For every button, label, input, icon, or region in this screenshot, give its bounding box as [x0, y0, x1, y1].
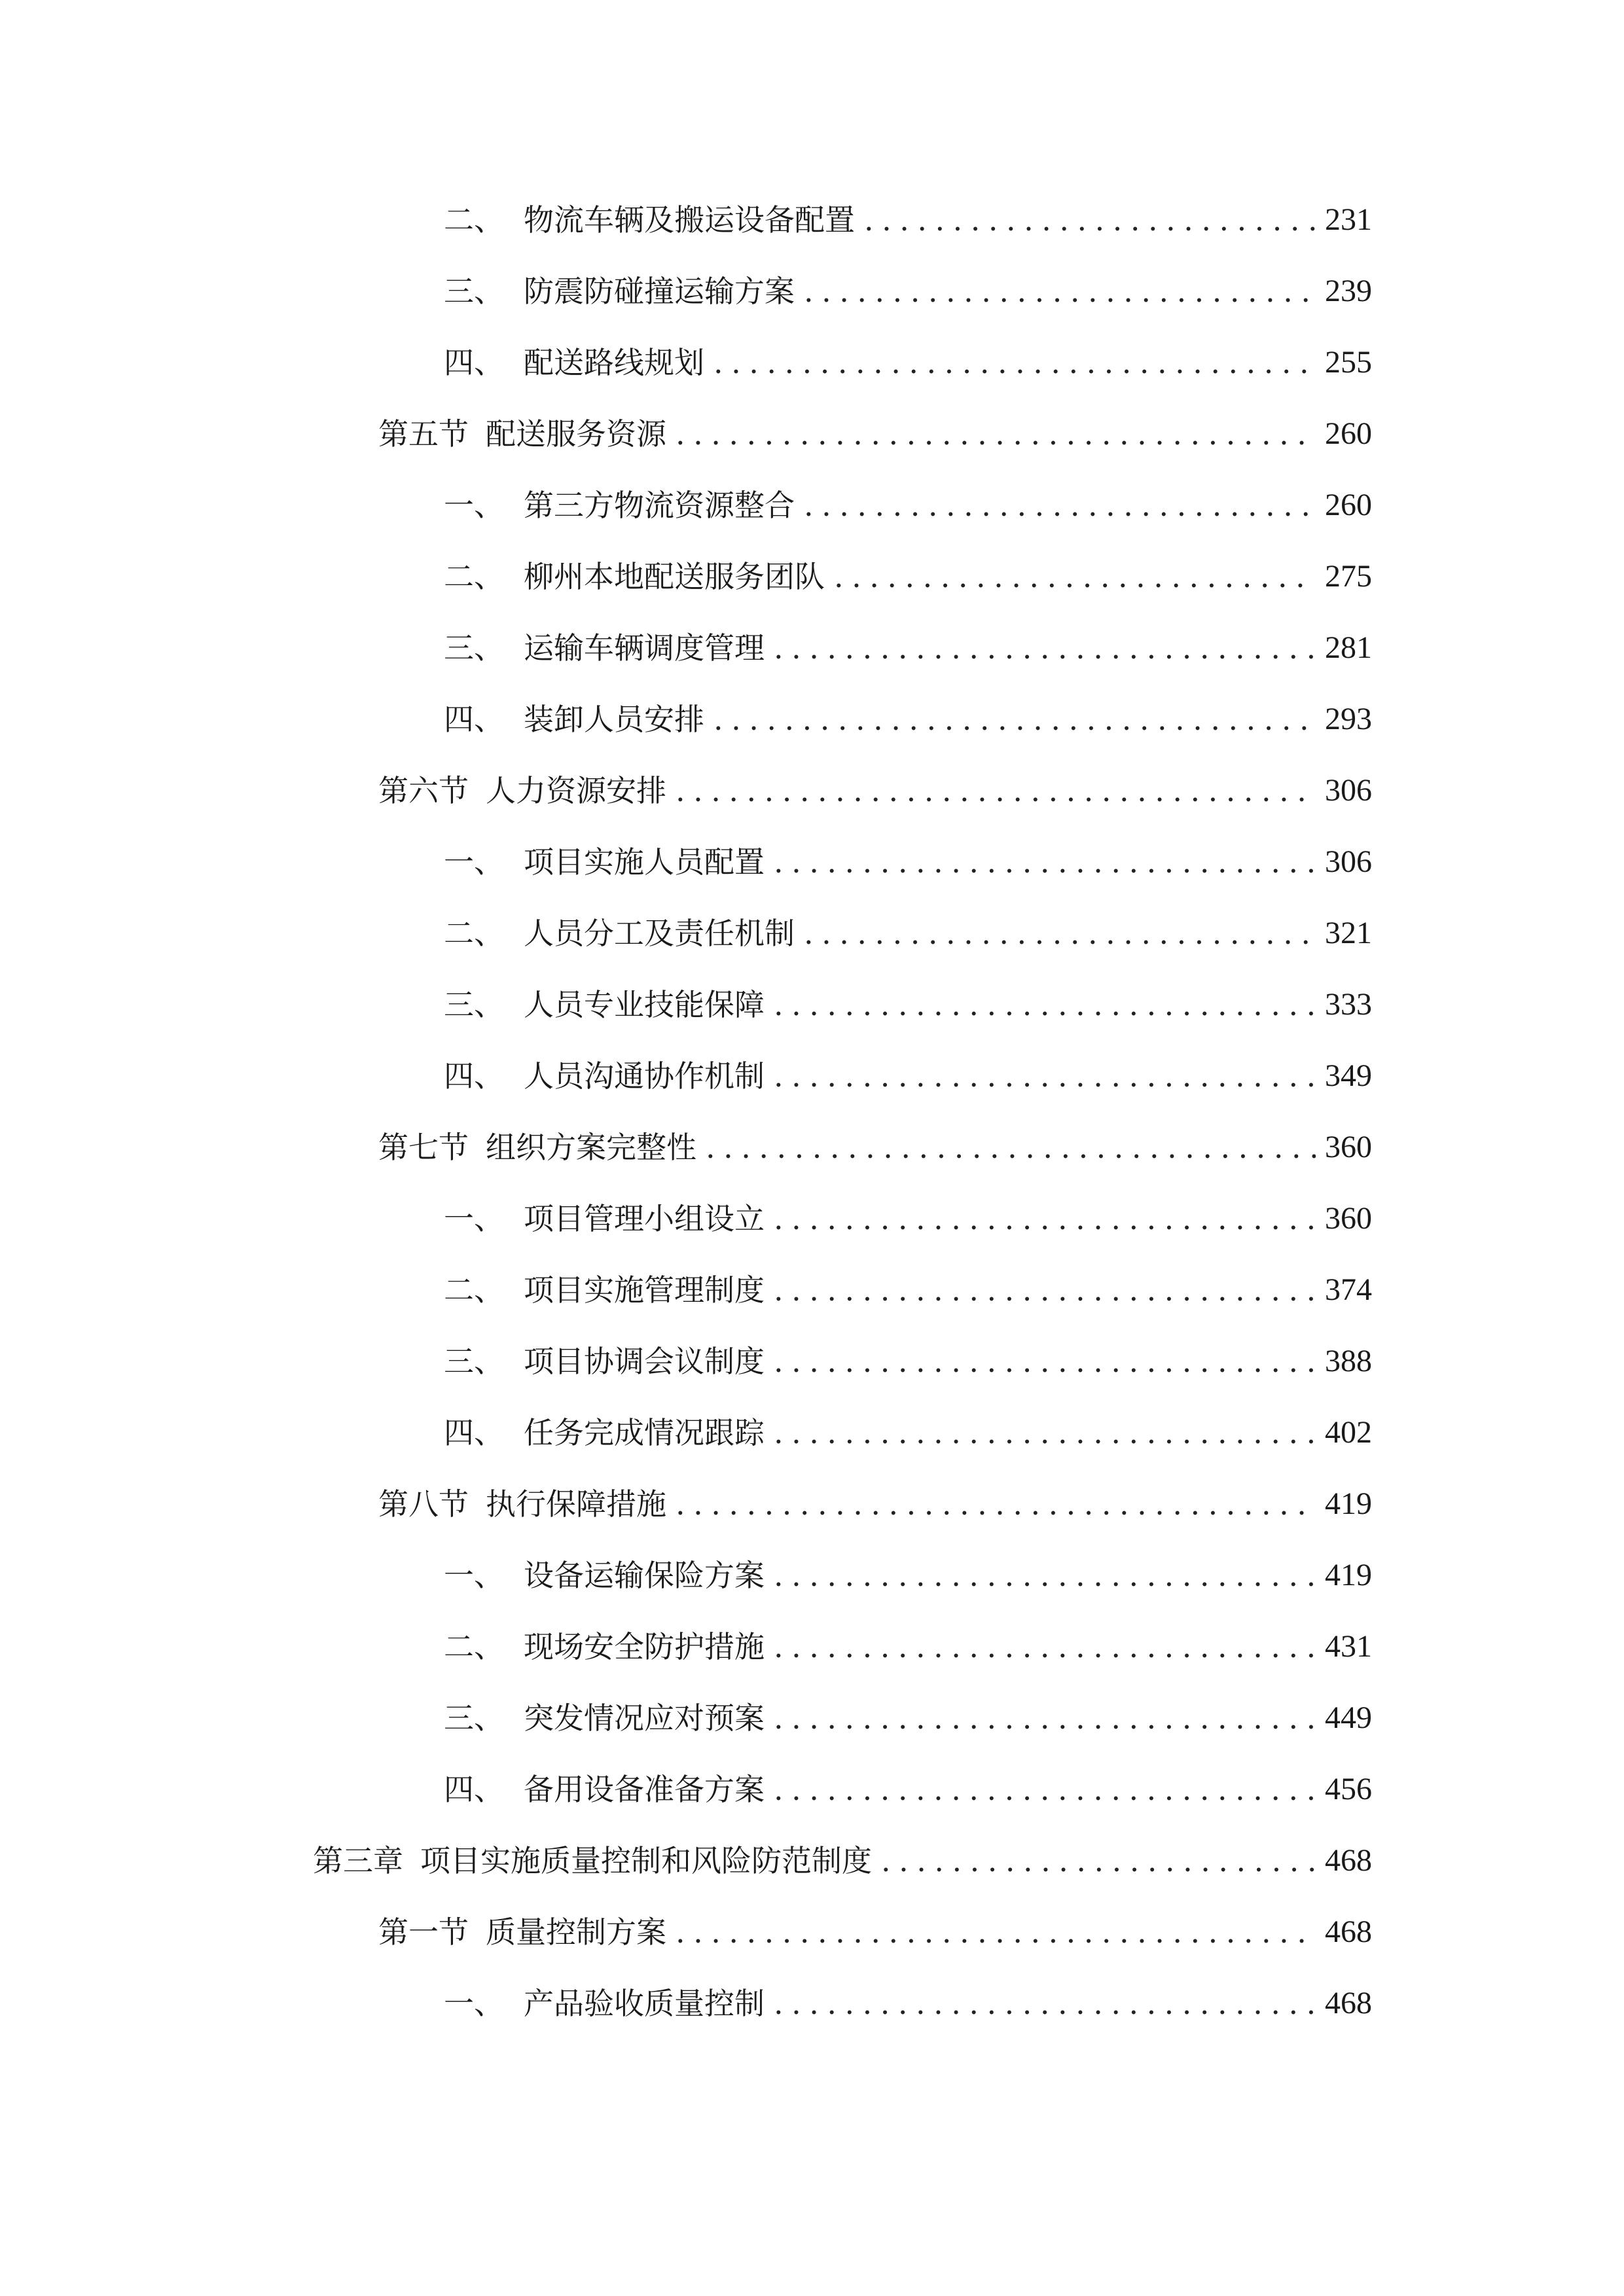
toc-entry-number: 四、: [444, 1772, 504, 1807]
toc-entry-number: 二、: [444, 1629, 504, 1664]
toc-leader-dots: [804, 479, 1316, 531]
toc-leader-dots: [676, 1478, 1316, 1530]
toc-leader-dots: [834, 550, 1316, 603]
toc-entry-page: 333: [1325, 987, 1372, 1022]
toc-entry-number: 四、: [444, 345, 504, 380]
toc-entry[interactable]: [313, 1835, 1372, 1887]
toc-entry-title: 项目实施管理制度: [524, 1272, 765, 1308]
toc-entry-number: 四、: [444, 1415, 504, 1450]
toc-entry[interactable]: [444, 1193, 1372, 1245]
toc-leader-dots: [676, 1906, 1316, 1958]
toc-entry-title: 质量控制方案: [486, 1914, 666, 1950]
toc-entry-title: 配送路线规划: [524, 345, 704, 380]
toc-leader-dots: [774, 1549, 1316, 1602]
toc-leader-dots: [881, 1835, 1316, 1887]
toc-entry-page: 306: [1325, 844, 1372, 879]
toc-leader-dots: [774, 1193, 1316, 1245]
toc-entry-page: 349: [1325, 1058, 1372, 1093]
toc-entry-title: 突发情况应对预案: [524, 1700, 765, 1736]
toc-entry[interactable]: [444, 1050, 1372, 1102]
toc-entry-title: 配送服务资源: [486, 416, 666, 452]
toc-entry-title: 设备运输保险方案: [524, 1558, 765, 1593]
toc-entry[interactable]: [444, 1335, 1372, 1388]
toc-entry-page: 239: [1325, 274, 1372, 308]
toc-entry[interactable]: [378, 1478, 1372, 1530]
toc-entry-title: 人力资源安排: [486, 773, 666, 808]
toc-entry-page: 281: [1325, 630, 1372, 665]
toc-entry-number: 二、: [444, 1272, 504, 1308]
toc-entry-page: 293: [1325, 702, 1372, 736]
toc-entry[interactable]: [444, 693, 1372, 745]
toc-entry-page: 449: [1325, 1700, 1372, 1735]
toc-entry-number: 一、: [444, 488, 504, 523]
toc-entry-number: 三、: [444, 1700, 504, 1736]
toc-entry-number: 一、: [444, 1986, 504, 2021]
toc-entry-number: 第三章: [313, 1843, 403, 1878]
toc-entry-number: 三、: [444, 274, 504, 309]
toc-entry[interactable]: [444, 836, 1372, 888]
toc-leader-dots: [774, 1763, 1316, 1816]
toc-entry-number: 二、: [444, 202, 504, 238]
toc-entry-page: 419: [1325, 1558, 1372, 1592]
toc-entry-page: 360: [1325, 1130, 1372, 1164]
toc-leader-dots: [774, 1407, 1316, 1459]
toc-entry-number: 二、: [444, 559, 504, 594]
toc-entry-number: 三、: [444, 1344, 504, 1379]
toc-entry-title: 人员专业技能保障: [524, 987, 765, 1022]
toc-entry-title: 人员分工及责任机制: [524, 916, 795, 951]
toc-entry-title: 运输车辆调度管理: [524, 630, 765, 666]
toc-entry-page: 374: [1325, 1272, 1372, 1307]
toc-entry-number: 第六节: [378, 773, 469, 808]
toc-entry[interactable]: [444, 907, 1372, 960]
toc-leader-dots: [774, 1335, 1316, 1388]
toc-leader-dots: [774, 1692, 1316, 1744]
toc-entry-title: 备用设备准备方案: [524, 1772, 765, 1807]
toc-entry-page: 431: [1325, 1629, 1372, 1664]
toc-entry-page: 402: [1325, 1415, 1372, 1450]
toc-entry-number: 三、: [444, 630, 504, 666]
toc-leader-dots: [774, 1264, 1316, 1316]
toc-entry-page: 468: [1325, 1843, 1372, 1878]
toc-entry-number: 三、: [444, 987, 504, 1022]
toc-entry[interactable]: [444, 479, 1372, 531]
toc-entry-page: 468: [1325, 1986, 1372, 2020]
toc-entry-number: 四、: [444, 702, 504, 737]
toc-entry-page: 275: [1325, 559, 1372, 594]
toc-entry-page: 360: [1325, 1201, 1372, 1236]
toc-entry-page: 255: [1325, 345, 1372, 380]
toc-entry[interactable]: [444, 550, 1372, 603]
toc-entry-page: 388: [1325, 1344, 1372, 1378]
toc-entry[interactable]: [378, 1906, 1372, 1958]
toc-entry-page: 321: [1325, 916, 1372, 950]
toc-entry-title: 任务完成情况跟踪: [524, 1415, 765, 1450]
toc-entry-title: 现场安全防护措施: [524, 1629, 765, 1664]
toc-entry-page: 468: [1325, 1914, 1372, 1949]
toc-entry-number: 四、: [444, 1058, 504, 1094]
toc-entry[interactable]: [444, 336, 1372, 389]
toc-entry[interactable]: [444, 194, 1372, 246]
toc-entry-number: 第七节: [378, 1130, 469, 1165]
toc-entry-page: 456: [1325, 1772, 1372, 1806]
toc-entry-title: 项目实施人员配置: [524, 844, 765, 880]
toc-entry-page: 260: [1325, 488, 1372, 522]
toc-leader-dots: [774, 836, 1316, 888]
toc-entry-title: 第三方物流资源整合: [524, 488, 795, 523]
toc-entry-number: 第一节: [378, 1914, 469, 1950]
toc-entry-number: 一、: [444, 844, 504, 880]
toc-entry[interactable]: [378, 408, 1372, 460]
toc-leader-dots: [676, 408, 1316, 460]
toc-entry-title: 项目管理小组设立: [524, 1201, 765, 1236]
toc-entry-title: 产品验收质量控制: [524, 1986, 765, 2021]
toc-entry[interactable]: [444, 1977, 1372, 2030]
toc-entry[interactable]: [444, 622, 1372, 674]
toc-leader-dots: [713, 693, 1316, 745]
toc-leader-dots: [713, 336, 1316, 389]
toc-entry[interactable]: [444, 1549, 1372, 1602]
toc-entry-title: 柳州本地配送服务团队: [524, 559, 825, 594]
toc-leader-dots: [774, 1050, 1316, 1102]
toc-entry-page: 231: [1325, 202, 1372, 237]
toc-entry-number: 一、: [444, 1201, 504, 1236]
toc-leader-dots: [774, 1977, 1316, 2030]
toc-entry[interactable]: [444, 978, 1372, 1031]
toc-entry-title: 装卸人员安排: [524, 702, 704, 737]
toc-leader-dots: [804, 907, 1316, 960]
toc-entry-number: 一、: [444, 1558, 504, 1593]
toc-entry-page: 419: [1325, 1486, 1372, 1521]
toc-entry[interactable]: [444, 1407, 1372, 1459]
toc-entry[interactable]: [378, 764, 1372, 817]
toc-entry-page: 306: [1325, 773, 1372, 808]
toc-entry[interactable]: [444, 1621, 1372, 1673]
toc-entry-title: 人员沟通协作机制: [524, 1058, 765, 1094]
toc-entry[interactable]: [444, 265, 1372, 317]
toc-leader-dots: [864, 194, 1316, 246]
toc-entry[interactable]: [444, 1264, 1372, 1316]
toc-entry-title: 物流车辆及搬运设备配置: [524, 202, 855, 238]
toc-entry-title: 组织方案完整性: [486, 1130, 696, 1165]
toc-entry-title: 项目实施质量控制和风险防范制度: [420, 1843, 872, 1878]
toc-entry[interactable]: [444, 1692, 1372, 1744]
toc-leader-dots: [804, 265, 1316, 317]
toc-entry-title: 执行保障措施: [486, 1486, 666, 1522]
toc-entry-number: 第五节: [378, 416, 469, 452]
toc-entry-title: 项目协调会议制度: [524, 1344, 765, 1379]
toc-leader-dots: [676, 764, 1316, 817]
toc-entry-page: 260: [1325, 416, 1372, 451]
toc-entry-number: 二、: [444, 916, 504, 951]
toc-leader-dots: [774, 1621, 1316, 1673]
toc-entry-title: 防震防碰撞运输方案: [524, 274, 795, 309]
toc-entry-number: 第八节: [378, 1486, 469, 1522]
toc-leader-dots: [774, 622, 1316, 674]
toc-leader-dots: [706, 1121, 1316, 1174]
toc-entry[interactable]: [444, 1763, 1372, 1816]
toc-entry[interactable]: [378, 1121, 1372, 1174]
toc-leader-dots: [774, 978, 1316, 1031]
